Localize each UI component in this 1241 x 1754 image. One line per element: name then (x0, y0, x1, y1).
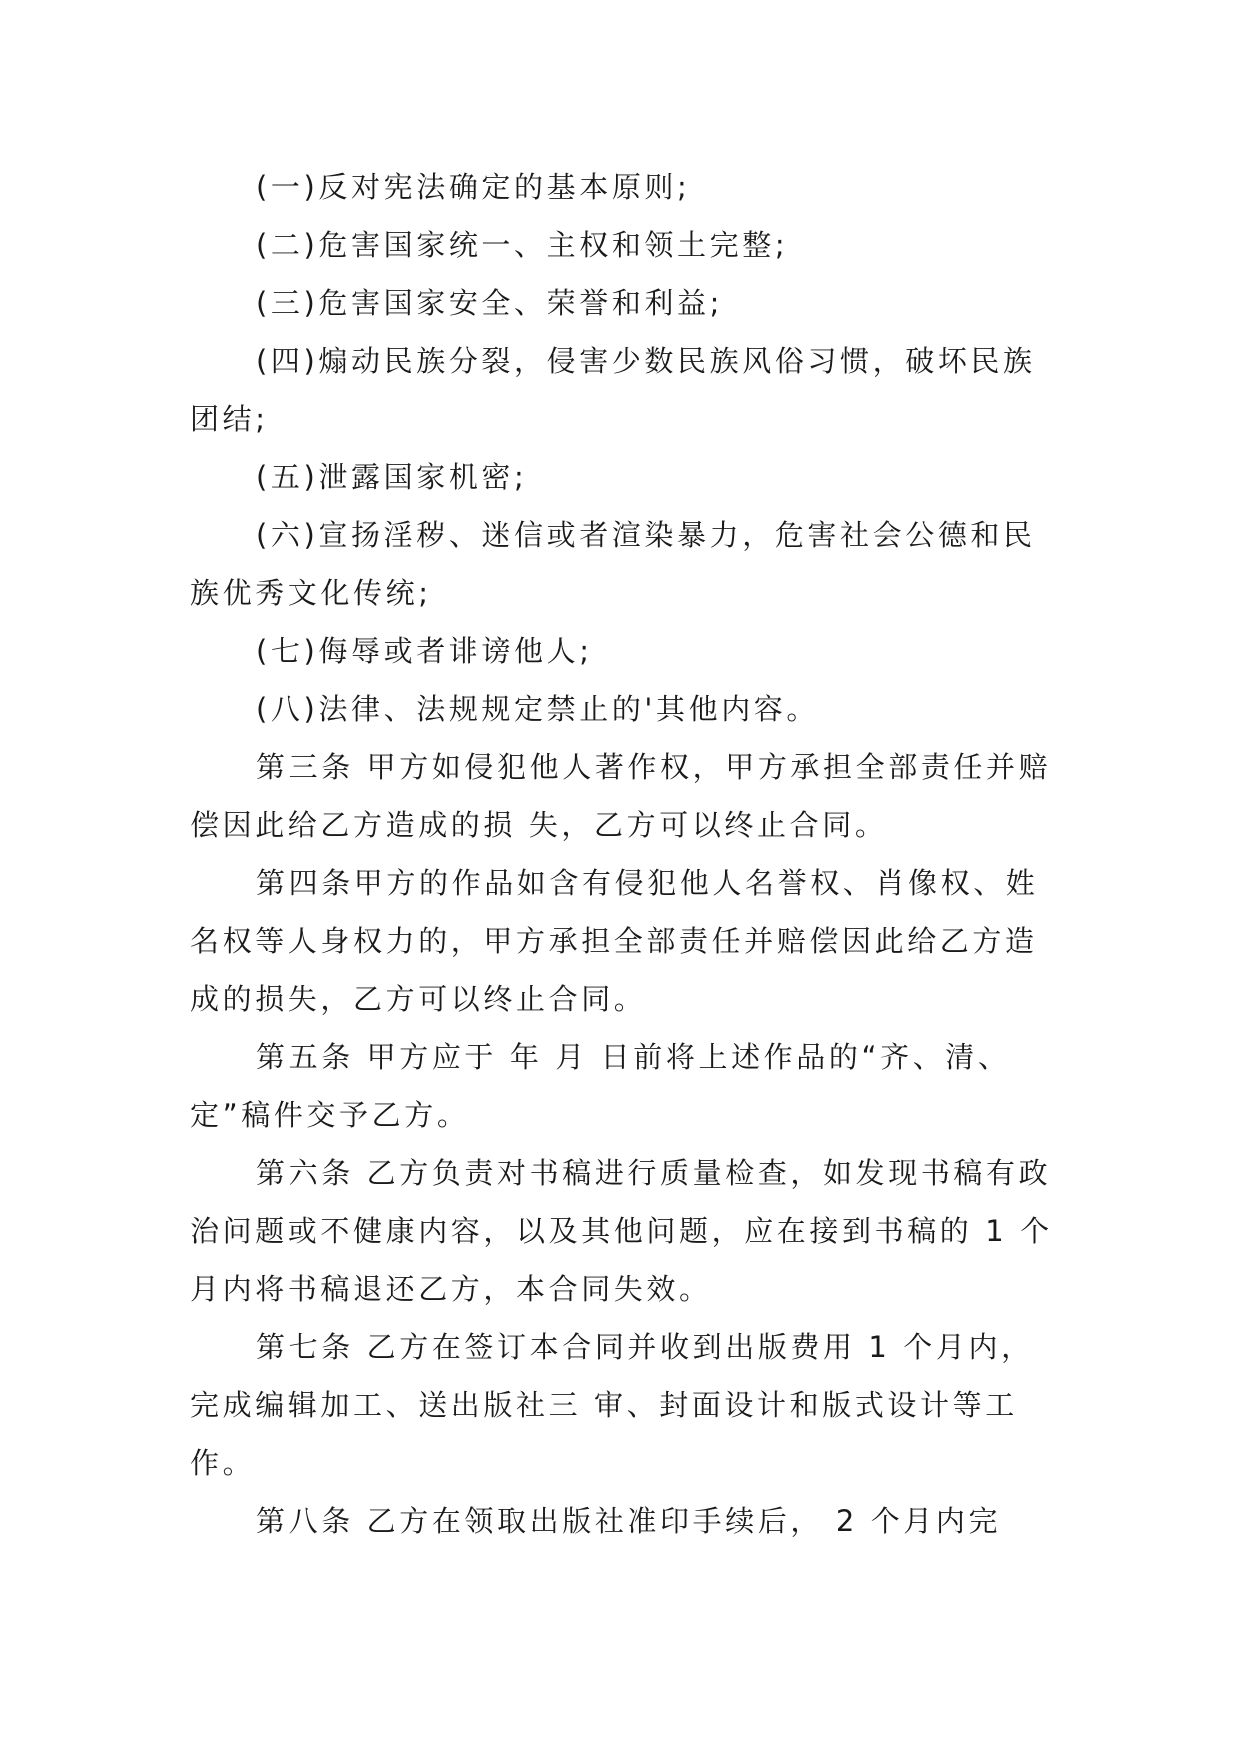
clause-item-2: (二)危害国家统一、主权和领土完整; (256, 228, 789, 262)
article-3: 第三条 甲方如侵犯他人著作权，甲方承担全部责任并赔偿因此给乙方造成的损 失，乙方可以终止合同。 (190, 750, 1052, 842)
article-6: 第六条 乙方负责对书稿进行质量检查，如发现书稿有政治问题或不健康内容，以及其他问题，应在接到书稿的 1 个月内将书稿退还乙方，本合同失效。 (190, 1156, 1053, 1306)
clause-item-3: (三)危害国家安全、荣誉和利益; (256, 286, 723, 320)
clause-item-8: (八)法律、法规规定禁止的'其他内容。 (256, 692, 820, 726)
clause-item-6: (六)宣扬淫秽、迷信或者渲染暴力，危害社会公德和民族优秀文化传统; (190, 518, 1036, 610)
clause-item-7: (七)侮辱或者诽谤他人; (256, 634, 593, 668)
clause-item-5: (五)泄露国家机密; (256, 460, 528, 494)
article-4: 第四条甲方的作品如含有侵犯他人名誉权、肖像权、姓名权等人身权力的，甲方承担全部责任并赔偿因此给乙方造成的损失，乙方可以终止合同。 (190, 866, 1039, 1016)
document-body (190, 158, 1060, 1550)
article-7: 第七条 乙方在签订本合同并收到出版费用 1 个月内，完成编辑加工、送出版社三 审、封面设计和版式设计等工作。 (190, 1330, 1034, 1480)
article-5: 第五条 甲方应于 年 月 日前将上述作品的“齐、清、定”稿件交予乙方。 (190, 1040, 1011, 1132)
clause-item-1: (一)反对宪法确定的基本原则; (256, 170, 691, 204)
article-8: 第八条 乙方在领取出版社准印手续后， 2 个月内完 (256, 1504, 1002, 1538)
clause-item-4: (四)煽动民族分裂，侵害少数民族风俗习惯，破坏民族团结; (190, 344, 1036, 436)
